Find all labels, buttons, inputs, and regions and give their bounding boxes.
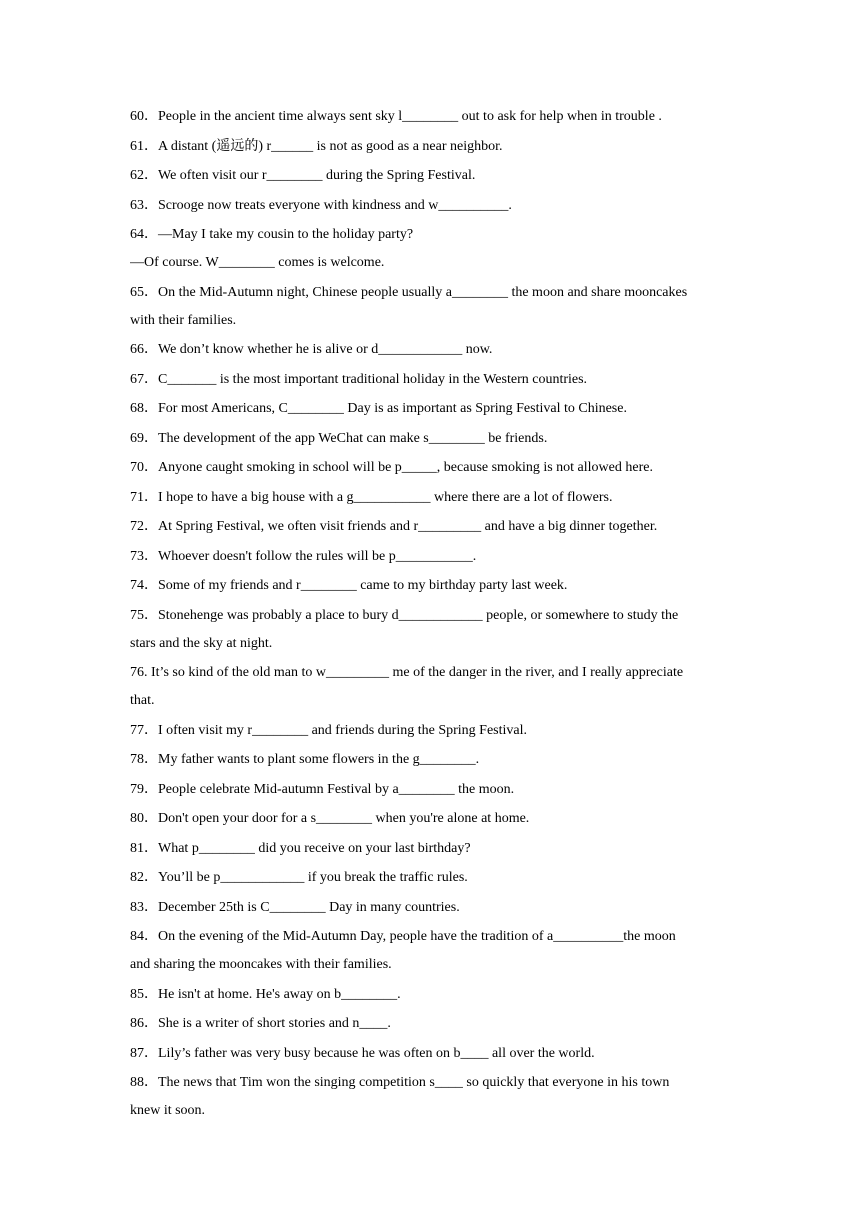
exercise-text: 65．On the Mid-Autumn night, Chinese people usually a________ the moon and share mooncakes	[130, 284, 688, 300]
exercise-text: 68．For most Americans, C________ Day is as important as Spring Festival to Chinese.	[130, 401, 627, 416]
exercise-text-continued: that.	[130, 693, 155, 708]
exercise-text: 85．He isn't at home. He's away on b________.	[130, 986, 401, 1002]
exercise-item	[130, 746, 740, 774]
exercise-text: 62．We often visit our r________ during the Spring Festival.	[130, 168, 476, 183]
exercise-item	[130, 894, 740, 922]
exercise-text-continued: knew it soon.	[130, 1103, 206, 1118]
exercise-text: 83．December 25th is C________ Day in many countries.	[130, 899, 460, 915]
exercise-item	[130, 1069, 740, 1125]
exercise-item	[130, 425, 740, 453]
exercise-list	[130, 103, 740, 1127]
exercise-item	[130, 923, 740, 979]
exercise-text-continued: and sharing the mooncakes with their families.	[130, 957, 392, 972]
exercise-text: 63．Scrooge now treats everyone with kindness and w__________.	[130, 197, 512, 213]
exercise-text: 69．The development of the app WeChat can make s________ be friends.	[130, 430, 548, 446]
exercise-item	[130, 279, 740, 335]
exercise-text-continued: stars and the sky at night.	[130, 635, 273, 651]
exercise-item	[130, 602, 740, 658]
exercise-item	[130, 336, 740, 364]
exercise-text: 76. It’s so kind of the old man to w_________ me of the danger in the river, and I really appreciate	[130, 665, 684, 680]
exercise-item	[130, 103, 740, 131]
exercise-item	[130, 835, 740, 863]
exercise-text: 84．On the evening of the Mid-Autumn Day, people have the tradition of a__________the moon	[130, 929, 676, 944]
exercise-item	[130, 133, 740, 161]
exercise-item	[130, 484, 740, 512]
exercise-text: 88．The news that Tim won the singing competition s____ so quickly that everyone in his town	[130, 1075, 670, 1090]
exercise-item	[130, 454, 740, 482]
exercise-item	[130, 513, 740, 541]
exercise-text: 78．My father wants to plant some flowers in the g________.	[130, 752, 480, 767]
exercise-text: 87．Lily’s father was very busy because he was often on b____ all over the world.	[130, 1045, 595, 1061]
exercise-text: 66．We don’t know whether he is alive or d____________ now.	[130, 342, 493, 357]
exercise-item	[130, 543, 740, 571]
exercise-text: 72．At Spring Festival, we often visit friends and r_________ and have a big dinner together.	[130, 519, 658, 534]
exercise-text: 67．C_______ is the most important traditional holiday in the Western countries.	[130, 371, 588, 387]
exercise-item	[130, 572, 740, 600]
exercise-text: 79．People celebrate Mid-autumn Festival by a________ the moon.	[130, 781, 515, 797]
exercise-item	[130, 864, 740, 892]
exercise-text-continued: with their families.	[130, 312, 237, 328]
exercise-text: 77．I often visit my r________ and friends during the Spring Festival.	[130, 722, 528, 738]
exercise-item	[130, 162, 740, 190]
exercise-item	[130, 981, 740, 1009]
exercise-text: 80．Don't open your door for a s________ when you're alone at home.	[130, 811, 530, 826]
exercise-text: 73．Whoever doesn't follow the rules will be p___________.	[130, 548, 477, 564]
exercise-text: 82．You’ll be p____________ if you break the traffic rules.	[130, 870, 468, 885]
exercise-text: 71．I hope to have a big house with a g___________ where there are a lot of flowers.	[130, 489, 613, 505]
exercise-text-continued: —Of course. W________ comes is welcome.	[130, 255, 385, 270]
exercise-item	[130, 776, 740, 804]
exercise-text: 74．Some of my friends and r________ came to my birthday party last week.	[130, 578, 568, 593]
exercise-text: 70．Anyone caught smoking in school will be p_____, because smoking is not allowed here.	[130, 460, 653, 475]
exercise-text: 75．Stonehenge was probably a place to bury d____________ people, or somewhere to study the	[130, 607, 679, 623]
exercise-text: 81．What p________ did you receive on your last birthday?	[130, 840, 471, 856]
exercise-text: 64．—May I take my cousin to the holiday party?	[130, 227, 414, 242]
exercise-text: 86．She is a writer of short stories and n____.	[130, 1016, 391, 1031]
exercise-item	[130, 395, 740, 423]
exercise-item	[130, 717, 740, 745]
exercise-text: 60．People in the ancient time always sent sky l________ out to ask for help when in trouble .	[130, 109, 662, 124]
exercise-item	[130, 221, 740, 277]
exercise-item	[130, 659, 740, 715]
exercise-text: 61．A distant (遥远的) r______ is not as good as a near neighbor.	[130, 138, 503, 154]
exercise-item	[130, 1040, 740, 1068]
exercise-item	[130, 805, 740, 833]
exercise-item	[130, 192, 740, 220]
exercise-item	[130, 1010, 740, 1038]
exercise-item	[130, 366, 740, 394]
